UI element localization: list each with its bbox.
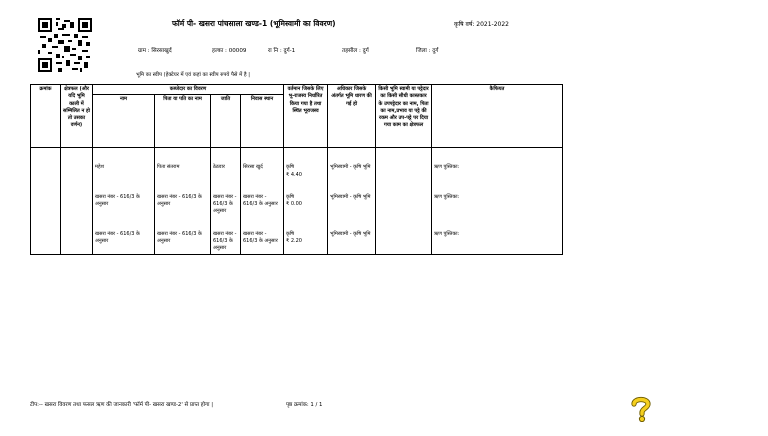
rent-cell	[284, 193, 328, 230]
table-row	[31, 230, 563, 255]
father-cell: पिता संतराम	[155, 148, 211, 193]
header-area: क्षेत्रफल (और यदि भूमि काली में सम्मिलित न हो तो उसका वर्णन)	[61, 85, 93, 148]
remarks-cell: ऋण पुस्तिका:	[432, 148, 563, 193]
header-name: नाम	[93, 95, 155, 148]
caste-cell: खसरा नंबर - 616/3 के अनुसार	[211, 230, 241, 255]
rent-value: ₹ 4.40	[286, 171, 302, 178]
village-info	[138, 46, 172, 54]
header-caste: जाति	[211, 95, 241, 148]
page-title: फॉर्म पी- खसरा पांचसाला खण्ड-1 (भूमिस्वामी का विवरण)	[172, 19, 336, 28]
header-rent: वर्तमान जिसके लिए भू-राजस्व निर्धारित किया गया है तथा स्थित भूराजस्व	[284, 85, 328, 148]
rights-cell: भूमिस्वामी - कृषि भूमि	[328, 230, 376, 255]
caste-cell: खसरा नंबर - 616/3 के अनुसार	[211, 193, 241, 230]
halka-label: हल्का :	[212, 48, 227, 54]
area-cell	[61, 230, 93, 255]
tehsil-info	[342, 46, 369, 54]
header-rights: अधिकार जिसके अंतर्गत भूमि धारण की गई हो	[328, 85, 376, 148]
halka-info	[212, 46, 246, 54]
rights-cell: भूमिस्वामी - कृषि भूमि	[328, 148, 376, 193]
halka-value: 00009	[228, 48, 247, 54]
residence-cell: खसरा नंबर - 616/3 के अनुसार	[241, 193, 284, 230]
rini-label: रा नि :	[268, 48, 282, 54]
header-serial: क्रमांक	[31, 85, 61, 148]
residence-cell: सिरसा खुर्द	[241, 148, 284, 193]
tehsil-label: तहसील :	[342, 48, 361, 54]
residence-cell: खसरा नंबर - 616/3 के अनुसार	[241, 230, 284, 255]
agriculture-year: कृषि वर्ष: 2021-2022	[454, 21, 509, 28]
serial-cell	[31, 193, 61, 230]
father-cell: खसरा नंबर - 616/3 के अनुसार	[155, 230, 211, 255]
header-remarks: कैफियत	[432, 85, 563, 148]
serial-cell	[31, 148, 61, 193]
rent-type: कृषि	[286, 230, 295, 237]
units-note: भूमि का स्वीप (हेक्टेयर में एवं कहां का स्वीप रुपये पैसे में है |	[136, 72, 250, 78]
header-residence: निवास स्थान	[241, 95, 284, 148]
table-row	[31, 148, 563, 193]
help-icon[interactable]	[630, 396, 652, 422]
rini-value: दुर्ग-1	[283, 48, 296, 54]
rent-type: कृषि	[286, 164, 295, 171]
rights-cell: भूमिस्वामी - कृषि भूमि	[328, 193, 376, 230]
lease-cell	[376, 230, 432, 255]
caste-cell: ठेठवार	[211, 148, 241, 193]
lease-cell	[376, 193, 432, 230]
header-occupant-details: कब्जेदार का विवरण	[93, 85, 284, 95]
rent-value: ₹ 0.00	[286, 201, 302, 207]
name-cell: खसरा नंबर - 616/3 के अनुसार	[93, 193, 155, 230]
header-father-name: पिता या पति का नाम	[155, 95, 211, 148]
rent-cell	[284, 148, 328, 193]
qr-code	[38, 18, 92, 72]
lease-cell	[376, 148, 432, 193]
district-info	[416, 46, 438, 54]
header-lease: किसी भूमि स्वामी या पट्टेदार का किसी सीधी कास्तकार के उपपट्टेदार का नाम, पिता का नाम,प्रभाव या पट्टे की रकम और उप-पट्टे पर दिया गया काम का क्षेत्रफल	[376, 85, 432, 148]
district-value: दुर्ग	[432, 48, 439, 54]
land-record-table	[30, 84, 563, 255]
footer-note: टीप:-- खसरा विवरण तथा फसल ऋण की जानकारी 'फॉर्म पी- खसरा खण्ड-2' से प्राप्त होगा |	[30, 402, 214, 408]
rini-info	[268, 46, 295, 54]
name-cell: खसरा नंबर - 616/3 के अनुसार	[93, 230, 155, 255]
rent-value: ₹ 2.20	[286, 237, 302, 244]
rent-cell	[284, 230, 328, 255]
rent-type: कृषि	[286, 193, 295, 200]
name-cell: महेश	[93, 148, 155, 193]
area-cell	[61, 148, 93, 193]
page-number: पृष्ठ क्रमांक: 1 / 1	[286, 402, 323, 408]
serial-cell	[31, 230, 61, 255]
father-cell: खसरा नंबर - 616/3 के अनुसार	[155, 193, 211, 230]
district-label: जिला :	[416, 48, 431, 54]
remarks-cell: ऋण पुस्तिका:	[432, 193, 563, 230]
table-row	[31, 193, 563, 230]
tehsil-value: दुर्ग	[362, 48, 369, 54]
village-label: ग्राम :	[138, 48, 150, 54]
village-value: सिरसाखुर्द	[151, 48, 172, 54]
area-cell	[61, 193, 93, 230]
remarks-cell: ऋण पुस्तिका:	[432, 230, 563, 255]
